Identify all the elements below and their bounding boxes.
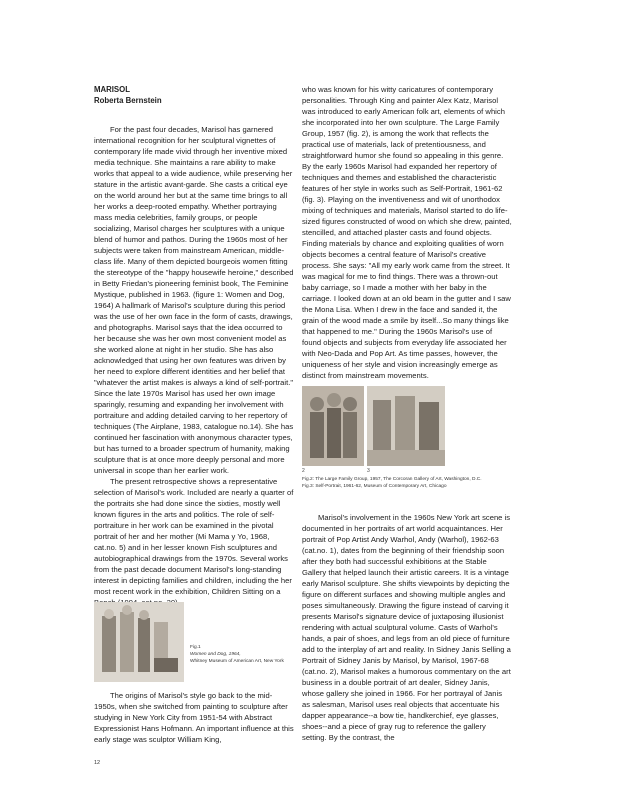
figure-3-image — [367, 386, 445, 466]
page-number: 12 — [94, 760, 101, 766]
figure-3-caption: Fig.3: Self-Portrait, 1961-62, Museum of Contemporary Art, Chicago — [302, 484, 447, 489]
right-paragraph-2: Marisol's involvement in the 1960s New York art scene is documented in her portraits of art world acquaintances. Her portrait of Pop Artist Andy Warhol, Andy (Warhol), 1962-63 (cat.no. 1), dates from the beginning of their friendship soon after they both had successful exhibitions at the Stable Gallery that helped launch their artistic careers. It is a vintage early Marisol sculpture. She shifts viewpoints by depicting the figure on different surfaces and showing multiple angles and poses simultaneously. Drawing the figure instead of carving it presents Marisol's signature device of juxtaposing illusionist rendering with actual sculptural volume. Casts of Warhol's hands, a pair of shoes, and legs from an old piece of furniture add to the interplay of art and reality. In Sidney Janis Selling a Portrait of Sidney Janis by Marisol, by Marisol, 1967-68 (cat.no. 2), Marisol makes a humorous commentary on the art business in a double portrait of art dealer, Sidney Janis, whose gallery she joined in 1966. For her portrayal of Janis as salesman, Marisol uses real objects that accentuate his dapper appearance--a bow tie, handkerchief, eye glasses, shoes--and a piece of gray rug to reference the gallery setting. By the contrast, the — [302, 513, 511, 742]
right-column-lower — [302, 512, 512, 743]
figures-2-3-caption — [302, 476, 542, 490]
figure-2-caption: Fig.2: The Large Family Group, 1957, The Corcoran Gallery of Art, Washington, D.C. — [302, 477, 482, 482]
left-column — [94, 124, 294, 608]
figure-2-image — [302, 386, 364, 466]
right-column — [302, 84, 512, 381]
article-heading — [94, 84, 162, 106]
article-title: MARISOL — [94, 85, 130, 94]
figure-2-large-family-group — [302, 386, 364, 466]
paragraph-3: The origins of Marisol's style go back to the mid-1950s, when she switched from painting to sculpture after studying in New York City from 1951-54 with Abstract Expressionist Hans Hofmann. An important influence at this early stage was sculptor William King, — [94, 691, 294, 744]
figure-1-number: Fig.1 — [190, 645, 201, 650]
figure-1-credit: Whitney Museum of American Art, New York — [190, 659, 284, 664]
figure-3-number: 3 — [367, 468, 370, 474]
left-column-continued — [94, 690, 294, 745]
figure-1-women-and-dog — [94, 602, 184, 682]
figure-1-image — [94, 602, 184, 682]
figure-1-title: Women and Dog, 1964, — [190, 652, 241, 657]
article-author: Roberta Bernstein — [94, 96, 162, 105]
paragraph-2: The present retrospective shows a representative selection of Marisol's work. Included are nearly a quarter of the portraits she had done since the sixties, mostly well known figures in the arts and politics. The role of self-portraiture in her work can be examined in the pivotal portrait of her and her mother (Mi Mama y Yo, 1968, cat.no. 5) and in her lesser known Fish sculptures and autobiographical drawings from the 1970s. Several works from the past decade document Marisol's long-standing interest in depicting families and children, including the her most recent work in the exhibition, Children Sitting on a — [94, 477, 294, 596]
paragraph-1: For the past four decades, Marisol has garnered international recognition for her sculptural vignettes of contemporary life made vivid through her inventive mixed media technique. She maintains a rare ability to make works that appeal to a wide audience, while preserving her stature in the artistic avant-garde. She casts a critical eye on the world around her but at the same time brings to all her works a deep-rooted empathy. Whether portraying mass media celebrities, family groups, or people socializing, Marisol charges her sculptures with a unique blend of humor and pathos. During the 1960s most of her subjects were taken from mainstream American, middle-class life. Many of them depicted bourgeois women fitting the stereotype of the "happy housewife heroine," described in Betty Friedan's pioneering feminist book, The Feminine Mystique, published in 1963. (figure 1: Women and Dog, 1964) A hallmark of Marisol's sculpture during this period was the use of her own face in the form of casts, drawings, and photographs. Marisol says that the idea occurred to her because she was her own most convenient model as she worked alone at night in her studio. She has also acknowledged that using her own features was driven by her need to explore different identities and her belief that "whatever the artist makes is always a kind of self-portrait." Since the late 1970s Marisol has used her own image sparingly, resuming and expanding her involvement with portraiture and adding detailed carving to her repertory of techniques (The Airplane, 1983, catalogue no.14). She has continued her fascination with anonymous character types, but has turned to a broader spectrum of humanity, making sculpture that is at once more deeply personal and more universal in scope than her earlier work. — [94, 125, 294, 475]
right-paragraph-1: who was known for his witty caricatures of contemporary personalities. Through King and painter Alex Katz, Marisol was introduced to early American folk art, elements of which she incorporated into her own sculpture. The Large Family Group, 1957 (fig. 2), is among the work that reflects the practical use of materials, lack of pretentiousness, and straightforward humor she found so appealing in this genre. By the early 1960s Marisol had expanded her repertory of techniques and themes and established the characteristic features of her style in works such as Self-Portrait, 1961-62 (fig. 3). Playing on the inventiveness and wit of unorthodox mixing of techniques and materials, Marisol started to do life-sized figures constructed of wood on which she drew, painted, stencilled, and attached plaster casts and found objects. Finding materials by chance and exploiting qualities of worn objects becomes a central feature of Marisol's creative process. She says: "All my early work came from the street. It was magical for me to find things. There was a thrown-out baby carriage, so I made a mother with her baby in the carriage. I looked down at an old beam in the gutter and I saw the Mona Lisa. When I drew in the face and sanded it, the grain of the wood made a smile by itself...So many things like that happened to me." During the 1960s Marisol's use of found objects and subjects from everyday life associated her with Neo-Dada and Pop Art. As time passes, however, the uniqueness of her style and vision increasingly emerge as distinct from mainstream movements. — [302, 85, 512, 380]
figure-2-number: 2 — [302, 468, 305, 474]
figure-3-self-portrait — [367, 386, 445, 466]
